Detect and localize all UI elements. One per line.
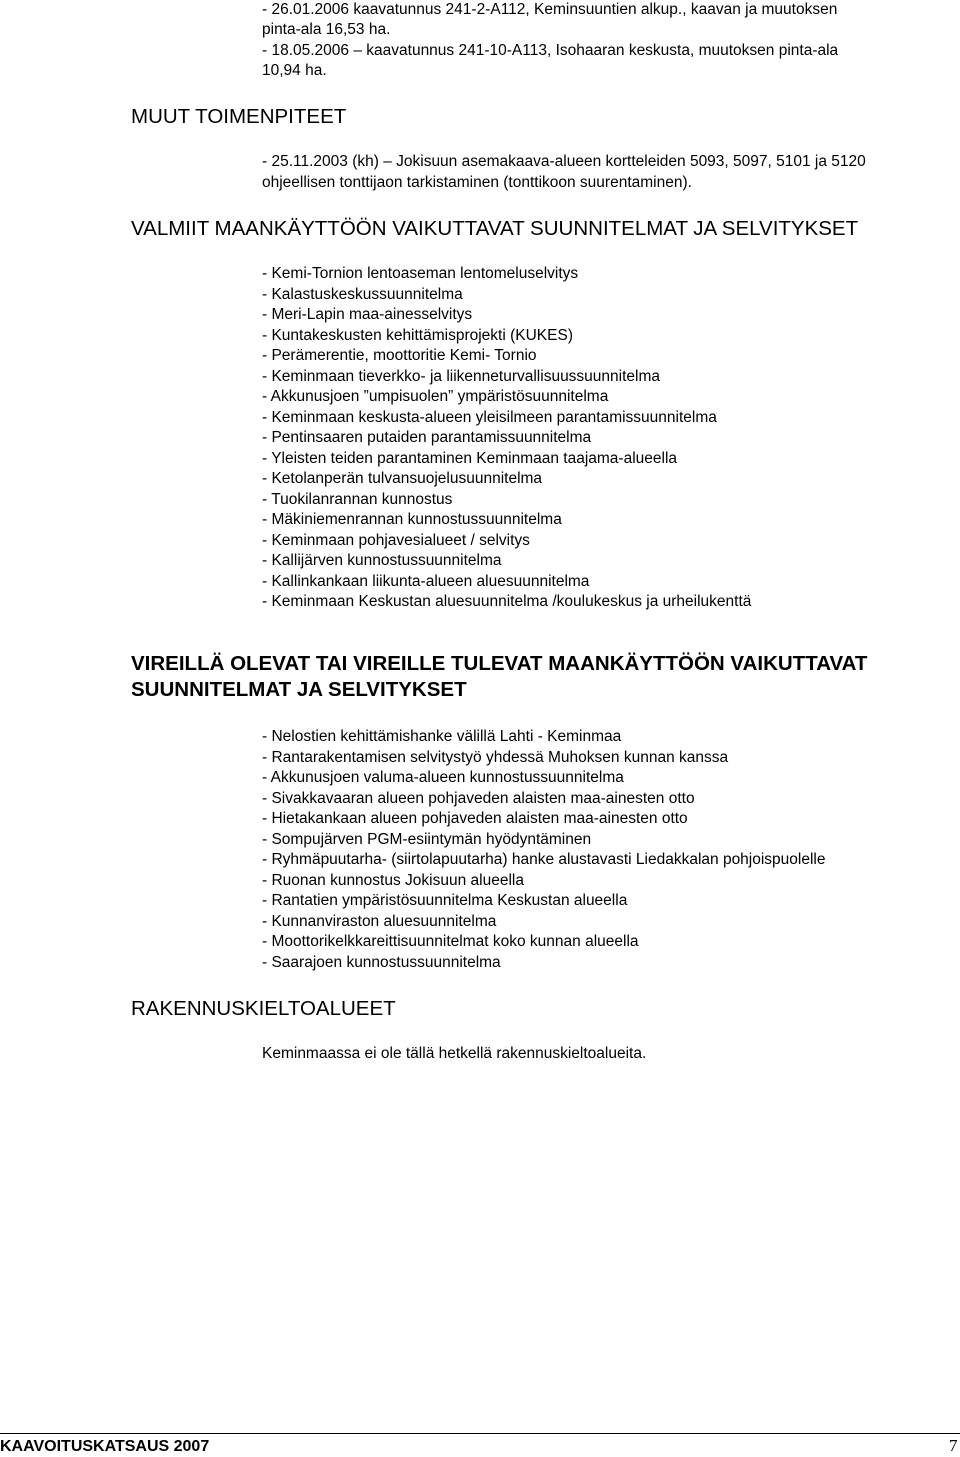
list-item: - Tuokilanrannan kunnostus bbox=[262, 490, 453, 508]
list-item: - Hietakankaan alueen pohjaveden alaisten maa-ainesten otto bbox=[262, 810, 688, 827]
section-heading-rakennuskielto: RAKENNUSKIELTOALUEET bbox=[131, 997, 396, 1020]
list-item: - Ruonan kunnostus Jokisuun alueella bbox=[262, 871, 524, 889]
kaava-entry-1-line1: - 26.01.2006 kaavatunnus 241-2-A112, Keminsuuntien alkup., kaavan ja muutoksen bbox=[262, 1, 838, 18]
kaava-entry-1-line2: pinta-ala 16,53 ha. bbox=[262, 21, 391, 38]
list-item: - Kalastuskeskussuunnitelma bbox=[262, 285, 463, 303]
list-item: - Kuntakeskusten kehittämisprojekti (KUKES) bbox=[262, 326, 573, 344]
section-heading-vireilla-line1: VIREILLÄ OLEVAT TAI VIREILLE TULEVAT MAANKÄYTTÖÖN VAIKUTTAVAT bbox=[131, 652, 868, 675]
rakennuskielto-text: Keminmaassa ei ole tällä hetkellä rakennuskieltoalueita. bbox=[262, 1045, 647, 1062]
list-item: - Kunnanviraston aluesuunnitelma bbox=[262, 912, 497, 930]
kaava-entry-2-line2: 10,94 ha. bbox=[262, 62, 327, 79]
list-item: - Sivakkavaaran alueen pohjaveden alaisten maa-ainesten otto bbox=[262, 789, 695, 807]
footer-divider bbox=[0, 1433, 960, 1434]
muut-entry-line1: - 25.11.2003 (kh) – Jokisuun asemakaava-alueen kortteleiden 5093, 5097, 5101 ja 5120 bbox=[262, 153, 866, 170]
section-heading-vireilla-line2: SUUNNITELMAT JA SELVITYKSET bbox=[131, 678, 467, 701]
list-item: - Rantatien ympäristösuunnitelma Keskustan alueella bbox=[262, 892, 628, 909]
list-item: - Saarajoen kunnostussuunnitelma bbox=[262, 953, 501, 971]
list-item: - Keminmaan keskusta-alueen yleisilmeen parantamissuunnitelma bbox=[262, 408, 717, 426]
list-item: - Kemi-Tornion lentoaseman lentomeluselvitys bbox=[262, 265, 579, 282]
list-item: - Keminmaan tieverkko- ja liikenneturvallisuussuunnitelma bbox=[262, 367, 661, 385]
vireilla-list bbox=[262, 727, 826, 973]
footer-title: KAAVOITUSKATSAUS 2007 bbox=[0, 1438, 210, 1455]
page-number: 7 bbox=[949, 1436, 958, 1455]
list-item: - Akkunusjoen ”umpisuolen” ympäristösuunnitelma bbox=[262, 388, 609, 405]
list-item: - Rantarakentamisen selvitystyö yhdessä Muhoksen kunnan kanssa bbox=[262, 748, 729, 766]
list-item: - Keminmaan pohjavesialueet / selvitys bbox=[262, 531, 530, 549]
section-heading-valmiit: VALMIIT MAANKÄYTTÖÖN VAIKUTTAVAT SUUNNITELMAT JA SELVITYKSET bbox=[131, 217, 859, 240]
kaava-entry-2-line1: - 18.05.2006 – kaavatunnus 241-10-A113, Isohaaran keskusta, muutoksen pinta-ala bbox=[262, 42, 839, 59]
list-item: - Kallinkankaan liikunta-alueen aluesuunnitelma bbox=[262, 572, 590, 590]
muut-entry-line2: ohjeellisen tonttijaon tarkistaminen (tonttikoon suurentaminen). bbox=[262, 174, 692, 191]
list-item: - Sompujärven PGM-esiintymän hyödyntäminen bbox=[262, 830, 592, 848]
section-heading-muut-toimenpiteet: MUUT TOIMENPITEET bbox=[131, 105, 347, 128]
valmiit-list bbox=[262, 264, 751, 613]
list-item: - Akkunusjoen valuma-alueen kunnostussuunnitelma bbox=[262, 769, 624, 786]
list-item: - Perämerentie, moottoritie Kemi- Tornio bbox=[262, 347, 537, 364]
list-item: - Kallijärven kunnostussuunnitelma bbox=[262, 552, 502, 569]
list-item: - Moottorikelkkareittisuunnitelmat koko kunnan alueella bbox=[262, 933, 639, 950]
list-item: - Meri-Lapin maa-ainesselvitys bbox=[262, 306, 473, 323]
list-item: - Nelostien kehittämishanke välillä Lahti - Keminmaa bbox=[262, 728, 622, 745]
list-item: - Mäkiniemenrannan kunnostussuunnitelma bbox=[262, 511, 562, 528]
list-item: - Keminmaan Keskustan aluesuunnitelma /koulukeskus ja urheilukenttä bbox=[262, 593, 752, 610]
list-item: - Yleisten teiden parantaminen Keminmaan taajama-alueella bbox=[262, 449, 678, 467]
list-item: - Ryhmäpuutarha- (siirtolapuutarha) hanke alustavasti Liedakkalan pohjoispuolelle bbox=[262, 851, 826, 868]
list-item: - Pentinsaaren putaiden parantamissuunnitelma bbox=[262, 429, 592, 446]
list-item: - Ketolanperän tulvansuojelusuunnitelma bbox=[262, 470, 543, 487]
